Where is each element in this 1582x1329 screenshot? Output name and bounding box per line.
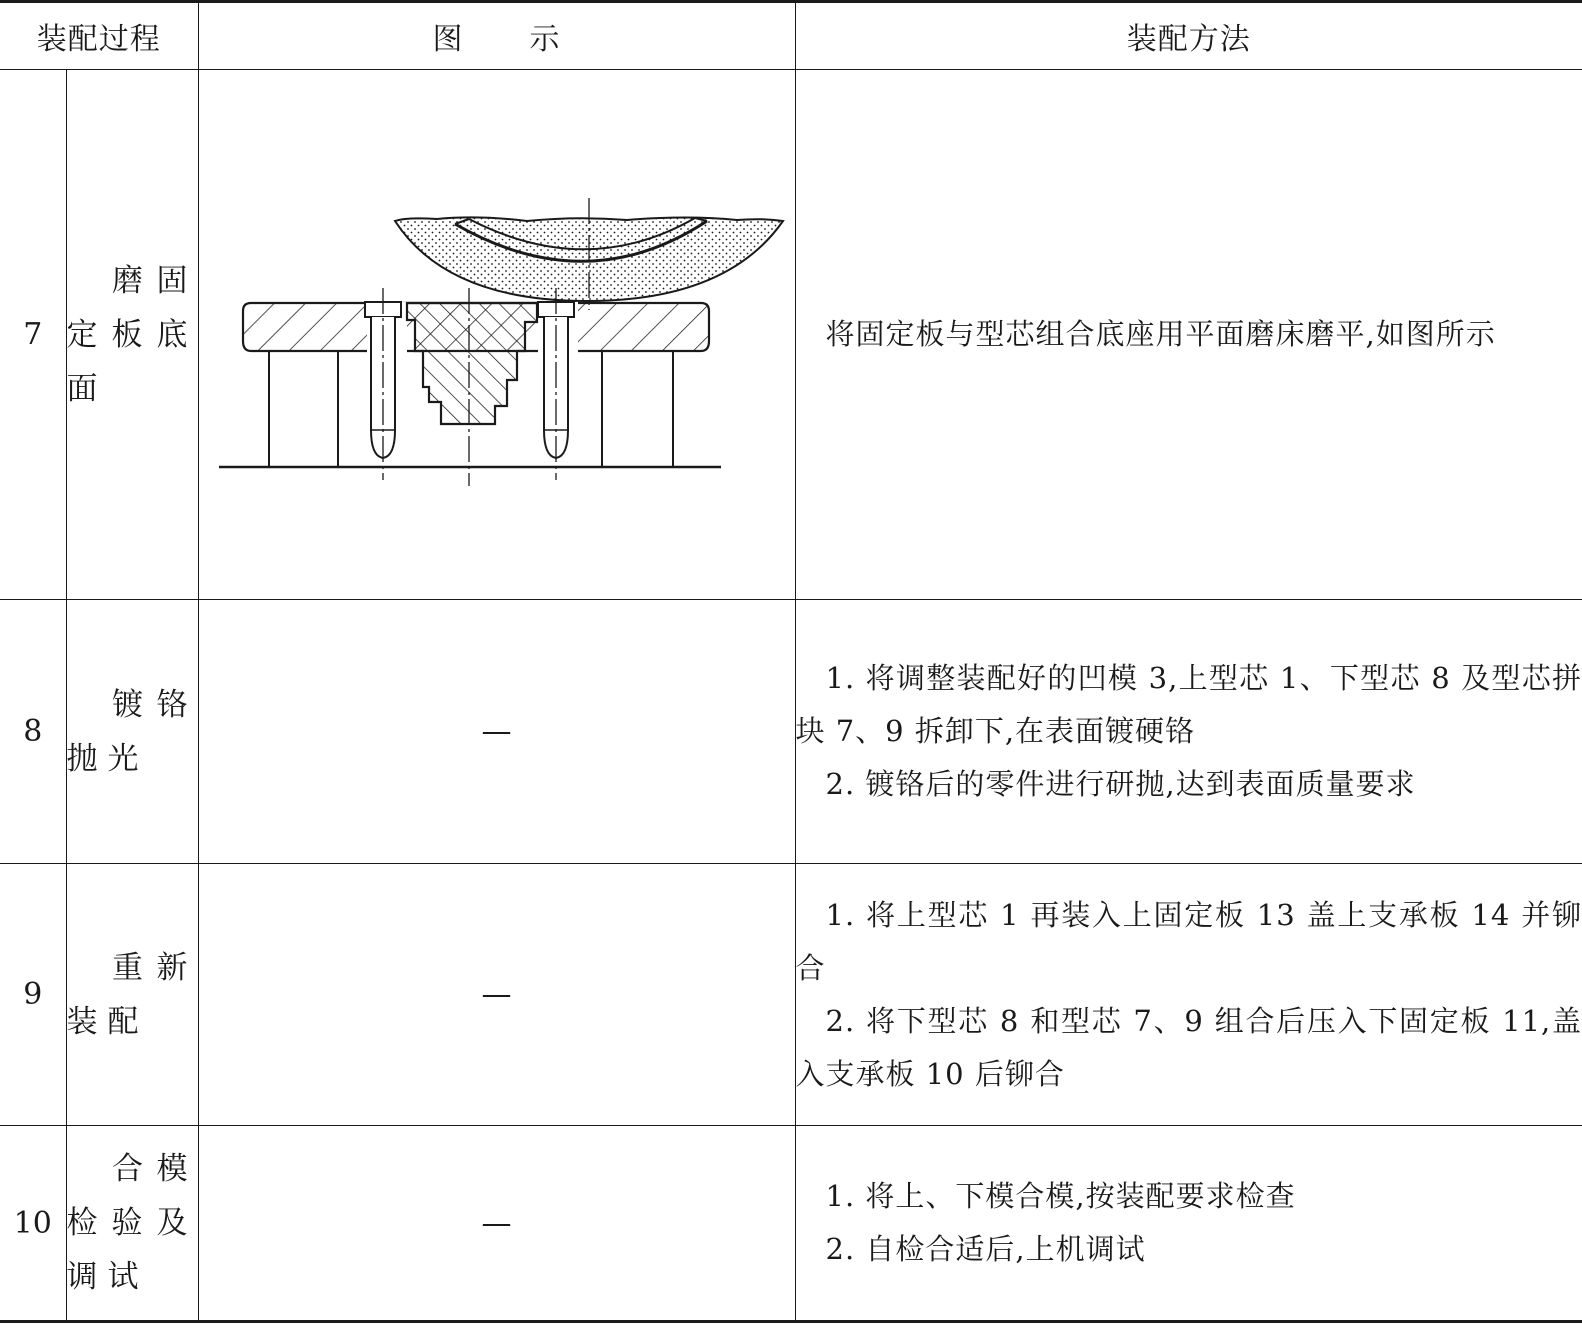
step-name-first: 磨固 xyxy=(108,262,198,299)
step-name-rest: 装配 xyxy=(66,1003,149,1040)
method-line: 1. 将上、下模合模,按装配要求检查 xyxy=(825,1179,1296,1213)
grinding-fixture-drawing xyxy=(207,180,787,490)
table-row xyxy=(0,70,1582,600)
step-name xyxy=(66,600,198,864)
step-name-rest: 定板底面 xyxy=(66,316,198,407)
step-number: 10 xyxy=(0,1126,66,1322)
step-name xyxy=(66,864,198,1126)
figure-none: — xyxy=(481,714,512,749)
method-line: 2. 自检合适后,上机调试 xyxy=(825,1232,1146,1266)
method-line: 1. 将调整装配好的凹模 3,上型芯 1、下型芯 8 及型芯拼块 7、9 拆卸下,在表面镀硬铬 xyxy=(795,661,1582,748)
method-line: 1. 将上型芯 1 再装入上固定板 13 盖上支承板 14 并铆合 xyxy=(795,897,1582,985)
method-cell xyxy=(795,70,1582,600)
step-name xyxy=(66,70,198,600)
figure-cell xyxy=(198,70,795,600)
header-figure xyxy=(198,2,795,70)
core-combination xyxy=(407,303,537,424)
header-figure-char-1: 图 xyxy=(432,22,464,57)
method-cell xyxy=(795,600,1582,864)
step-name-first: 重新 xyxy=(108,949,198,986)
method-line: 2. 将下型芯 8 和型芯 7、9 组合后压入下固定板 11,盖入支承板 10 后铆合 xyxy=(795,1003,1582,1091)
header-process: 装配过程 xyxy=(0,2,198,70)
step-name-first: 镀铬 xyxy=(108,686,198,723)
header-figure-char-2: 示 xyxy=(529,22,561,57)
step-name-rest: 抛光 xyxy=(66,740,149,777)
step-number: 9 xyxy=(0,864,66,1126)
figure-cell xyxy=(198,600,795,864)
step-number: 8 xyxy=(0,600,66,864)
step-name xyxy=(66,1126,198,1322)
table-row xyxy=(0,1126,1582,1322)
step-number: 7 xyxy=(0,70,66,600)
step-name-rest: 检验及调试 xyxy=(66,1205,198,1295)
table-row xyxy=(0,864,1582,1126)
method-cell xyxy=(795,864,1582,1126)
method-cell xyxy=(795,1126,1582,1322)
header-method: 装配方法 xyxy=(795,2,1582,70)
method-line: 将固定板与型芯组合底座用平面磨床磨平,如图所示 xyxy=(825,317,1496,351)
figure-cell xyxy=(198,1126,795,1322)
table-row xyxy=(0,600,1582,864)
figure-cell xyxy=(198,864,795,1126)
figure-none: — xyxy=(481,977,512,1012)
method-line: 2. 镀铬后的零件进行研抛,达到表面质量要求 xyxy=(825,767,1416,801)
header-row xyxy=(0,2,1582,70)
figure-none: — xyxy=(481,1205,512,1241)
step-name-first: 合模 xyxy=(108,1151,198,1187)
